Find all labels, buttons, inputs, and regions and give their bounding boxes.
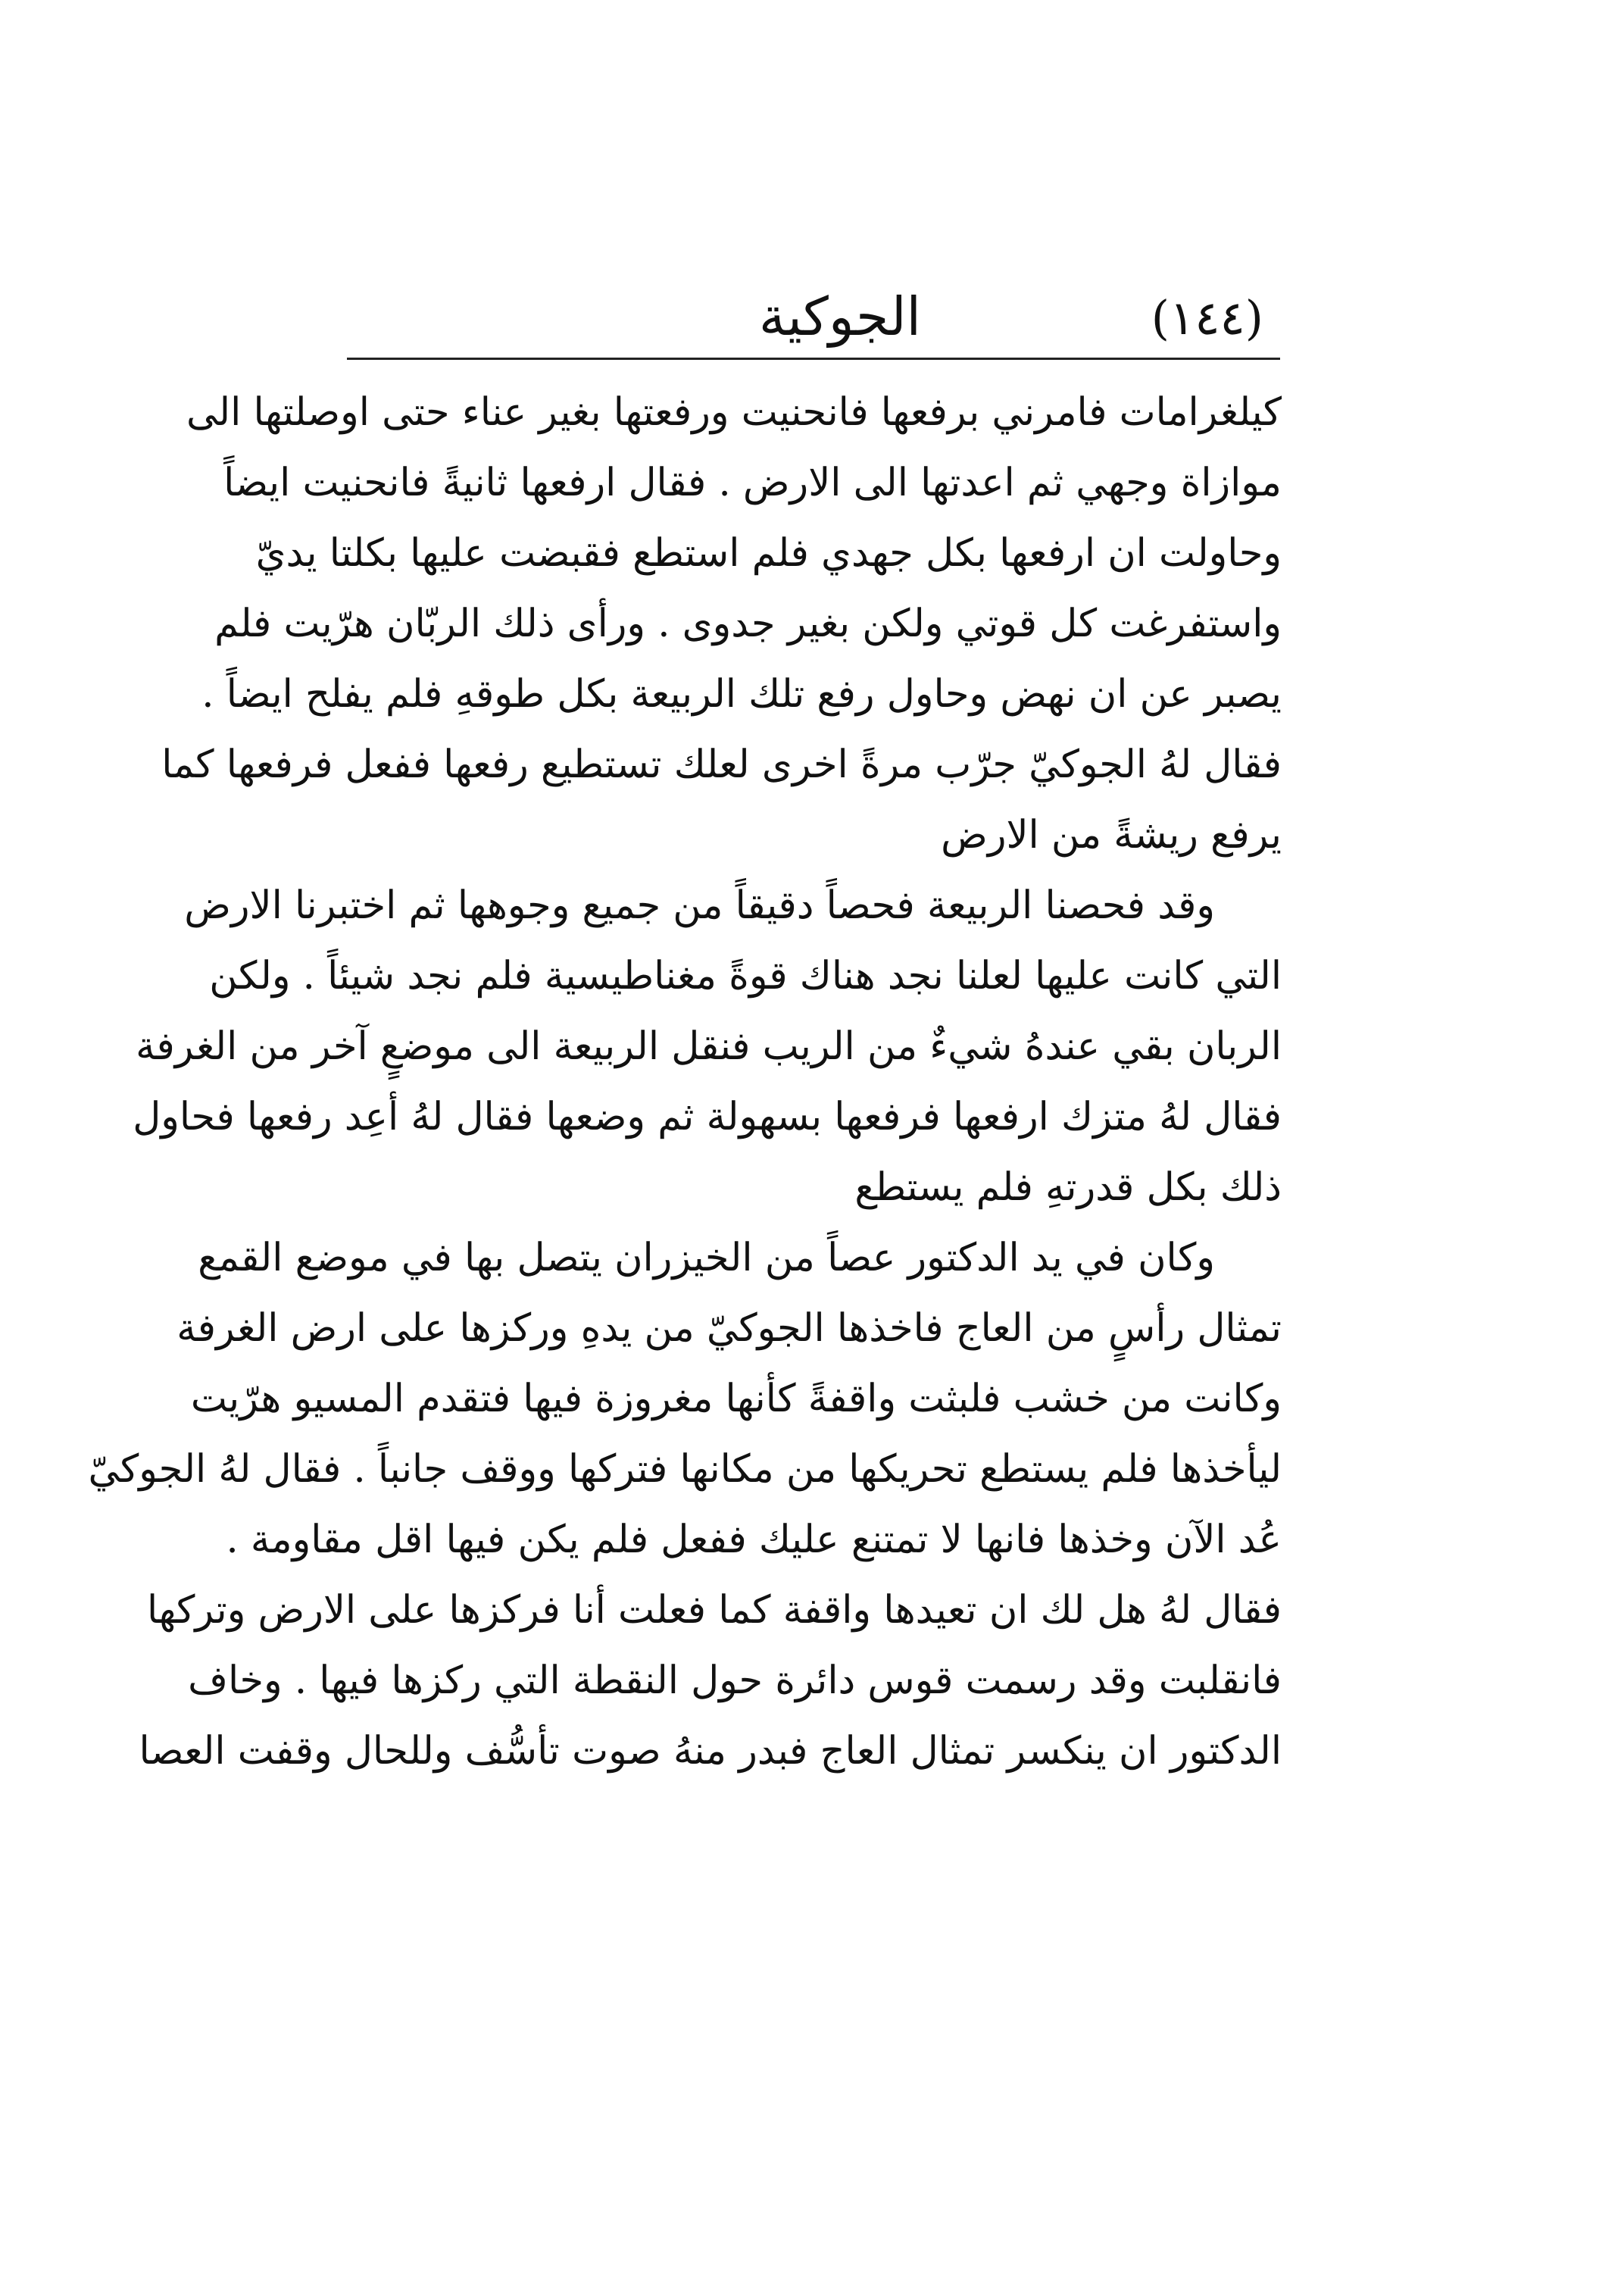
text-line: ليأخذها فلم يستطع تحريكها من مكانها فتركها ووقف جانباً . فقال لهُ الجوكيّ xyxy=(88,1447,1282,1492)
text-line: فقال لهُ متزك ارفعها فرفعها بسهولة ثم وضعها فقال لهُ أعِد رفعها فحاول xyxy=(133,1095,1282,1139)
text-line: وحاولت ان ارفعها بكل جهدي فلم استطع فقبضت عليها بكلتا يديّ xyxy=(255,531,1282,576)
text-line: وكانت من خشب فلبثت واقفةً كأنها مغروزة فيها فتقدم المسيو هرّيت xyxy=(190,1377,1282,1421)
text-line: واستفرغت كل قوتي ولكن بغير جدوى . ورأى ذلك الربّان هرّيت فلم xyxy=(214,602,1282,646)
text-line: وكان في يد الدكتور عصاً من الخيزران يتصل بها في موضع القمع xyxy=(198,1236,1215,1280)
text-line: التي كانت عليها لعلنا نجد هناك قوةً مغناطيسية فلم نجد شيئاً . ولكن xyxy=(209,954,1282,999)
text-line: فانقلبت وقد رسمت قوس دائرة حول النقطة التي ركزها فيها . وخاف xyxy=(188,1658,1282,1703)
page-number: (١٤٤) xyxy=(1151,290,1263,345)
header-rule xyxy=(347,358,1280,360)
text-line: وقد فحصنا الربيعة فحصاً دقيقاً من جميع وجوهها ثم اختبرنا الارض xyxy=(184,883,1215,928)
text-line: تمثال رأسٍ من العاج فاخذها الجوكيّ من يدهِ وركزها على ارض الغرفة xyxy=(176,1306,1282,1351)
text-line: يصبر عن ان نهض وحاول رفع تلك الربيعة بكل طوقهِ فلم يفلح ايضاً . xyxy=(201,672,1282,717)
page-header xyxy=(345,282,1279,355)
text-line: الدكتور ان ينكسر تمثال العاج فبدر منهُ صوت تأسُّف وللحال وقفت العصا xyxy=(139,1729,1282,1774)
text-line: كيلغرامات فامرني برفعها فانحنيت ورفعتها بغير عناء حتى اوصلتها الى xyxy=(186,390,1282,435)
text-line: ذلك بكل قدرتهِ فلم يستطع xyxy=(854,1165,1282,1210)
text-line: يرفع ريشةً من الارض xyxy=(941,813,1282,858)
running-title: الجوكية xyxy=(758,286,921,348)
body-text xyxy=(88,377,1282,1786)
text-line: فقال لهُ الجوكيّ جرّب مرةً اخرى لعلك تستطيع رفعها ففعل فرفعها كما xyxy=(161,742,1282,787)
text-line: فقال لهُ هل لك ان تعيدها واقفة كما فعلت أنا فركزها على الارض وتركها xyxy=(147,1588,1282,1633)
text-line: الربان بقي عندهُ شيءٌ من الريب فنقل الربيعة الى موضعٍ آخر من الغرفة xyxy=(136,1024,1282,1069)
text-line: موازاة وجهي ثم اعدتها الى الارض . فقال ارفعها ثانيةً فانحنيت ايضاً xyxy=(223,461,1282,505)
text-line: عُد الآن وخذها فانها لا تمتنع عليك ففعل فلم يكن فيها اقل مقاومة . xyxy=(226,1517,1282,1562)
